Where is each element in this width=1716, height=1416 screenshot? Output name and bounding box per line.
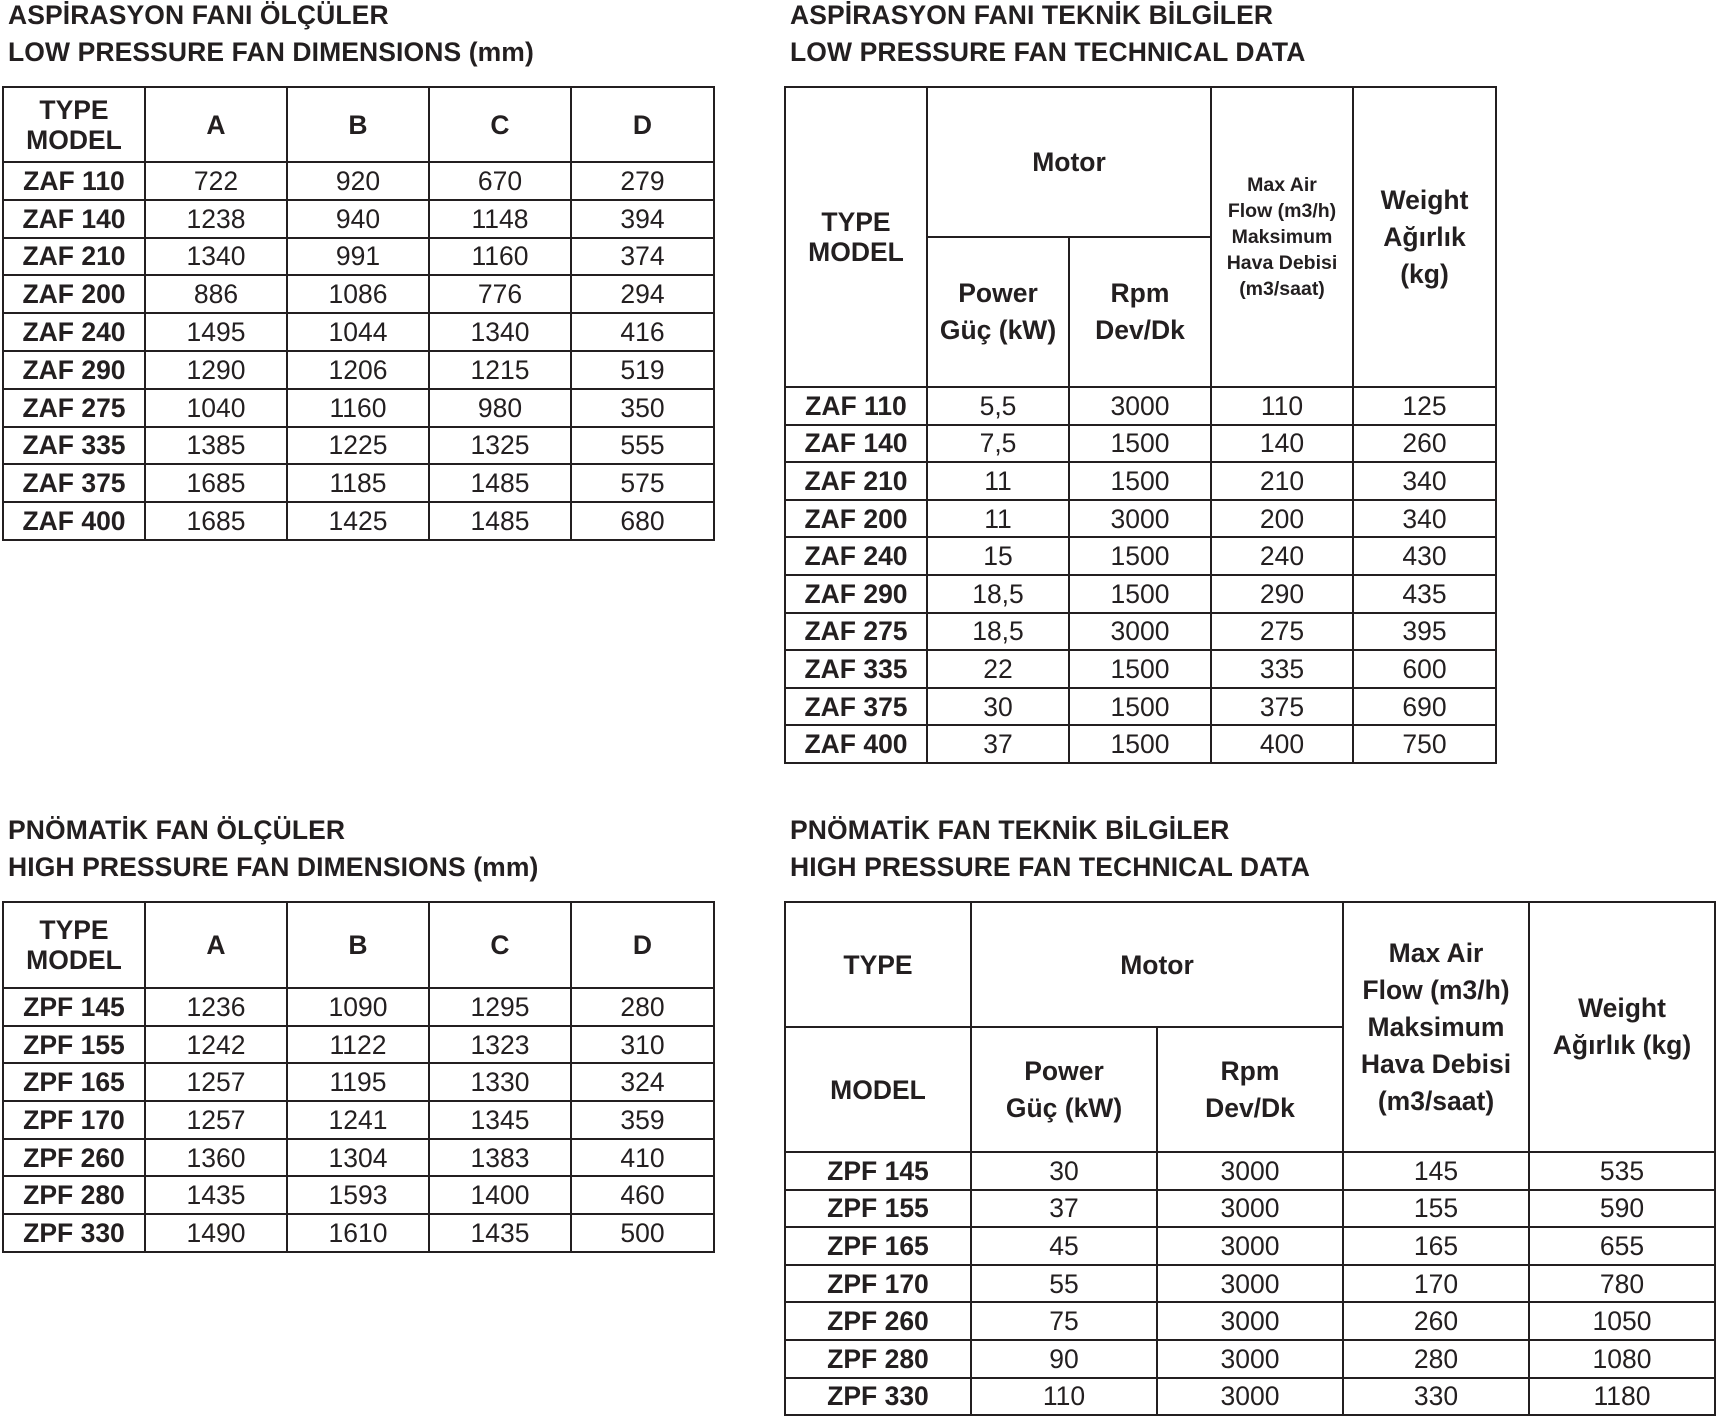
value-cell: 3000	[1157, 1190, 1343, 1228]
weight-header: Weight Ağırlık (kg)	[1353, 87, 1496, 387]
low-dims-heading	[8, 0, 534, 71]
value-cell: 330	[1343, 1378, 1529, 1416]
value-cell: 1325	[429, 427, 571, 465]
model-cell: ZAF 375	[785, 688, 927, 726]
value-cell: 1485	[429, 502, 571, 540]
model-cell: ZAF 110	[3, 162, 145, 200]
weight-header: Weight Ağırlık (kg)	[1529, 902, 1715, 1152]
low-dims-table	[2, 86, 715, 541]
power-header: Power Güç (kW)	[971, 1027, 1157, 1152]
model-cell: ZPF 280	[3, 1176, 145, 1214]
table-row	[785, 1302, 1715, 1340]
model-cell: ZAF 400	[3, 502, 145, 540]
value-cell: 435	[1353, 575, 1496, 613]
value-cell: 1500	[1069, 650, 1211, 688]
table-body	[3, 162, 714, 540]
value-cell: 690	[1353, 688, 1496, 726]
value-cell: 37	[927, 725, 1069, 763]
value-cell: 260	[1343, 1302, 1529, 1340]
table-row	[785, 462, 1496, 500]
table-row	[785, 1265, 1715, 1303]
value-cell: 3000	[1069, 613, 1211, 651]
value-cell: 45	[971, 1227, 1157, 1265]
value-cell: 11	[927, 500, 1069, 538]
table-row	[785, 1227, 1715, 1265]
model-header: MODEL	[785, 1027, 971, 1152]
value-cell: 1185	[287, 464, 429, 502]
value-cell: 55	[971, 1265, 1157, 1303]
table-row	[785, 725, 1496, 763]
table-row	[785, 537, 1496, 575]
value-cell: 680	[571, 502, 714, 540]
value-cell: 1044	[287, 313, 429, 351]
value-cell: 275	[1211, 613, 1353, 651]
col-d-header: D	[571, 902, 714, 988]
value-cell: 1500	[1069, 725, 1211, 763]
table-row	[785, 613, 1496, 651]
table-row	[3, 162, 714, 200]
value-cell: 280	[571, 988, 714, 1026]
value-cell: 3000	[1069, 387, 1211, 425]
value-cell: 110	[1211, 387, 1353, 425]
value-cell: 780	[1529, 1265, 1715, 1303]
value-cell: 3000	[1157, 1227, 1343, 1265]
value-cell: 110	[971, 1378, 1157, 1416]
value-cell: 1215	[429, 351, 571, 389]
value-cell: 1485	[429, 464, 571, 502]
table-row	[3, 313, 714, 351]
value-cell: 1610	[287, 1214, 429, 1252]
value-cell: 1400	[429, 1176, 571, 1214]
value-cell: 670	[429, 162, 571, 200]
value-cell: 340	[1353, 500, 1496, 538]
model-cell: ZPF 145	[785, 1152, 971, 1190]
value-cell: 1685	[145, 502, 287, 540]
col-b-header: B	[287, 87, 429, 162]
value-cell: 7,5	[927, 425, 1069, 463]
value-cell: 1225	[287, 427, 429, 465]
value-cell: 3000	[1069, 500, 1211, 538]
col-a-header: A	[145, 902, 287, 988]
value-cell: 290	[1211, 575, 1353, 613]
high-tech-heading	[790, 812, 1310, 886]
table-row	[785, 387, 1496, 425]
model-cell: ZPF 155	[3, 1026, 145, 1064]
value-cell: 1160	[429, 238, 571, 276]
value-cell: 1206	[287, 351, 429, 389]
value-cell: 30	[927, 688, 1069, 726]
value-cell: 394	[571, 200, 714, 238]
value-cell: 350	[571, 389, 714, 427]
value-cell: 260	[1353, 425, 1496, 463]
value-cell: 155	[1343, 1190, 1529, 1228]
value-cell: 920	[287, 162, 429, 200]
type-header: TYPE	[785, 902, 971, 1027]
value-cell: 1500	[1069, 575, 1211, 613]
value-cell: 430	[1353, 537, 1496, 575]
value-cell: 395	[1353, 613, 1496, 651]
table-row	[3, 502, 714, 540]
high-dims-heading	[8, 812, 538, 886]
model-cell: ZAF 275	[785, 613, 927, 651]
value-cell: 1080	[1529, 1340, 1715, 1378]
model-cell: ZPF 155	[785, 1190, 971, 1228]
value-cell: 1500	[1069, 462, 1211, 500]
value-cell: 991	[287, 238, 429, 276]
model-cell: ZAF 335	[3, 427, 145, 465]
model-cell: ZAF 200	[3, 275, 145, 313]
table-row	[785, 1190, 1715, 1228]
value-cell: 416	[571, 313, 714, 351]
value-cell: 1345	[429, 1101, 571, 1139]
table-row	[785, 1378, 1715, 1416]
value-cell: 1435	[429, 1214, 571, 1252]
model-cell: ZPF 260	[3, 1139, 145, 1177]
value-cell: 1241	[287, 1101, 429, 1139]
table-row	[3, 238, 714, 276]
model-cell: ZAF 240	[785, 537, 927, 575]
value-cell: 590	[1529, 1190, 1715, 1228]
value-cell: 1050	[1529, 1302, 1715, 1340]
value-cell: 519	[571, 351, 714, 389]
table-body	[785, 1152, 1715, 1415]
low-tech-table	[784, 86, 1497, 764]
high-tech-title-en: HIGH PRESSURE FAN TECHNICAL DATA	[790, 852, 1310, 882]
low-tech-title-tr: ASPİRASYON FANI TEKNİK BİLGİLER	[790, 0, 1274, 30]
air-flow-header: Max Air Flow (m3/h) Maksimum Hava Debisi (m3/saat)	[1343, 902, 1529, 1152]
value-cell: 1500	[1069, 425, 1211, 463]
value-cell: 1425	[287, 502, 429, 540]
value-cell: 1593	[287, 1176, 429, 1214]
value-cell: 655	[1529, 1227, 1715, 1265]
value-cell: 1330	[429, 1063, 571, 1101]
value-cell: 200	[1211, 500, 1353, 538]
rpm-header: Rpm Dev/Dk	[1157, 1027, 1343, 1152]
high-dims-table	[2, 901, 715, 1253]
low-tech-title-en: LOW PRESSURE FAN TECHNICAL DATA	[790, 37, 1306, 67]
value-cell: 1238	[145, 200, 287, 238]
value-cell: 400	[1211, 725, 1353, 763]
type-model-header: TYPE MODEL	[785, 87, 927, 387]
model-cell: ZPF 170	[785, 1265, 971, 1303]
high-dims-title-en: HIGH PRESSURE FAN DIMENSIONS (mm)	[8, 852, 539, 882]
table-row	[3, 1026, 714, 1064]
value-cell: 3000	[1157, 1340, 1343, 1378]
value-cell: 170	[1343, 1265, 1529, 1303]
table-row	[3, 1214, 714, 1252]
value-cell: 11	[927, 462, 1069, 500]
value-cell: 1122	[287, 1026, 429, 1064]
rpm-header: Rpm Dev/Dk	[1069, 237, 1211, 387]
value-cell: 940	[287, 200, 429, 238]
high-tech-title-tr: PNÖMATİK FAN TEKNİK BİLGİLER	[790, 815, 1230, 845]
table-row	[3, 1139, 714, 1177]
value-cell: 1685	[145, 464, 287, 502]
col-c-header: C	[429, 902, 571, 988]
model-cell: ZPF 280	[785, 1340, 971, 1378]
value-cell: 1490	[145, 1214, 287, 1252]
model-cell: ZAF 210	[785, 462, 927, 500]
value-cell: 410	[571, 1139, 714, 1177]
value-cell: 22	[927, 650, 1069, 688]
value-cell: 310	[571, 1026, 714, 1064]
value-cell: 776	[429, 275, 571, 313]
value-cell: 18,5	[927, 575, 1069, 613]
value-cell: 535	[1529, 1152, 1715, 1190]
value-cell: 3000	[1157, 1378, 1343, 1416]
table-row	[3, 351, 714, 389]
table-row	[3, 464, 714, 502]
air-flow-header: Max Air Flow (m3/h) Maksimum Hava Debisi (m3/saat)	[1211, 87, 1353, 387]
col-c-header: C	[429, 87, 571, 162]
col-d-header: D	[571, 87, 714, 162]
type-model-header: TYPE MODEL	[3, 902, 145, 988]
value-cell: 1435	[145, 1176, 287, 1214]
value-cell: 1180	[1529, 1378, 1715, 1416]
high-dims-title-tr: PNÖMATİK FAN ÖLÇÜLER	[8, 815, 346, 845]
value-cell: 1040	[145, 389, 287, 427]
value-cell: 500	[571, 1214, 714, 1252]
value-cell: 1500	[1069, 537, 1211, 575]
value-cell: 18,5	[927, 613, 1069, 651]
value-cell: 1360	[145, 1139, 287, 1177]
model-cell: ZAF 200	[785, 500, 927, 538]
value-cell: 1242	[145, 1026, 287, 1064]
value-cell: 1304	[287, 1139, 429, 1177]
value-cell: 3000	[1157, 1152, 1343, 1190]
value-cell: 90	[971, 1340, 1157, 1378]
model-cell: ZAF 275	[3, 389, 145, 427]
value-cell: 125	[1353, 387, 1496, 425]
value-cell: 145	[1343, 1152, 1529, 1190]
table-row	[785, 650, 1496, 688]
table-row	[785, 575, 1496, 613]
table-row	[785, 500, 1496, 538]
value-cell: 1257	[145, 1063, 287, 1101]
low-dims-title-en: LOW PRESSURE FAN DIMENSIONS (mm)	[8, 37, 534, 67]
value-cell: 555	[571, 427, 714, 465]
model-cell: ZPF 330	[3, 1214, 145, 1252]
value-cell: 1295	[429, 988, 571, 1026]
value-cell: 1195	[287, 1063, 429, 1101]
value-cell: 1500	[1069, 688, 1211, 726]
table-row	[785, 1340, 1715, 1378]
value-cell: 340	[1353, 462, 1496, 500]
table-row	[3, 988, 714, 1026]
table-row	[785, 1152, 1715, 1190]
table-row	[3, 427, 714, 465]
model-cell: ZAF 210	[3, 238, 145, 276]
model-cell: ZAF 335	[785, 650, 927, 688]
value-cell: 1086	[287, 275, 429, 313]
model-cell: ZPF 260	[785, 1302, 971, 1340]
value-cell: 1290	[145, 351, 287, 389]
value-cell: 15	[927, 537, 1069, 575]
value-cell: 210	[1211, 462, 1353, 500]
value-cell: 1090	[287, 988, 429, 1026]
low-dims-title-tr: ASPİRASYON FANI ÖLÇÜLER	[8, 0, 389, 30]
value-cell: 1236	[145, 988, 287, 1026]
value-cell: 324	[571, 1063, 714, 1101]
value-cell: 1323	[429, 1026, 571, 1064]
model-cell: ZAF 400	[785, 725, 927, 763]
value-cell: 1495	[145, 313, 287, 351]
value-cell: 980	[429, 389, 571, 427]
table-row	[3, 1176, 714, 1214]
value-cell: 1383	[429, 1139, 571, 1177]
col-a-header: A	[145, 87, 287, 162]
motor-header: Motor	[971, 902, 1343, 1027]
value-cell: 359	[571, 1101, 714, 1139]
table-row	[3, 275, 714, 313]
value-cell: 600	[1353, 650, 1496, 688]
model-cell: ZPF 170	[3, 1101, 145, 1139]
value-cell: 374	[571, 238, 714, 276]
model-cell: ZAF 290	[3, 351, 145, 389]
value-cell: 165	[1343, 1227, 1529, 1265]
model-cell: ZPF 165	[3, 1063, 145, 1101]
model-cell: ZPF 165	[785, 1227, 971, 1265]
model-cell: ZPF 330	[785, 1378, 971, 1416]
motor-header: Motor	[927, 87, 1211, 237]
model-cell: ZAF 375	[3, 464, 145, 502]
value-cell: 1160	[287, 389, 429, 427]
table-row	[785, 425, 1496, 463]
table-row	[3, 1063, 714, 1101]
value-cell: 1385	[145, 427, 287, 465]
value-cell: 240	[1211, 537, 1353, 575]
value-cell: 722	[145, 162, 287, 200]
type-model-header: TYPE MODEL	[3, 87, 145, 162]
value-cell: 3000	[1157, 1302, 1343, 1340]
model-cell: ZAF 290	[785, 575, 927, 613]
value-cell: 750	[1353, 725, 1496, 763]
value-cell: 1340	[429, 313, 571, 351]
value-cell: 1340	[145, 238, 287, 276]
table-row	[3, 200, 714, 238]
model-cell: ZAF 240	[3, 313, 145, 351]
model-cell: ZAF 110	[785, 387, 927, 425]
model-cell: ZPF 145	[3, 988, 145, 1026]
value-cell: 30	[971, 1152, 1157, 1190]
table-body	[3, 988, 714, 1252]
table-row	[785, 688, 1496, 726]
value-cell: 886	[145, 275, 287, 313]
value-cell: 294	[571, 275, 714, 313]
value-cell: 279	[571, 162, 714, 200]
value-cell: 3000	[1157, 1265, 1343, 1303]
model-cell: ZAF 140	[785, 425, 927, 463]
model-cell: ZAF 140	[3, 200, 145, 238]
value-cell: 575	[571, 464, 714, 502]
power-header: Power Güç (kW)	[927, 237, 1069, 387]
value-cell: 140	[1211, 425, 1353, 463]
value-cell: 335	[1211, 650, 1353, 688]
value-cell: 1148	[429, 200, 571, 238]
value-cell: 375	[1211, 688, 1353, 726]
value-cell: 280	[1343, 1340, 1529, 1378]
low-tech-heading	[790, 0, 1305, 71]
table-row	[3, 389, 714, 427]
table-body	[785, 387, 1496, 763]
value-cell: 75	[971, 1302, 1157, 1340]
high-tech-table	[784, 901, 1716, 1416]
value-cell: 37	[971, 1190, 1157, 1228]
table-row	[3, 1101, 714, 1139]
col-b-header: B	[287, 902, 429, 988]
value-cell: 5,5	[927, 387, 1069, 425]
value-cell: 1257	[145, 1101, 287, 1139]
value-cell: 460	[571, 1176, 714, 1214]
